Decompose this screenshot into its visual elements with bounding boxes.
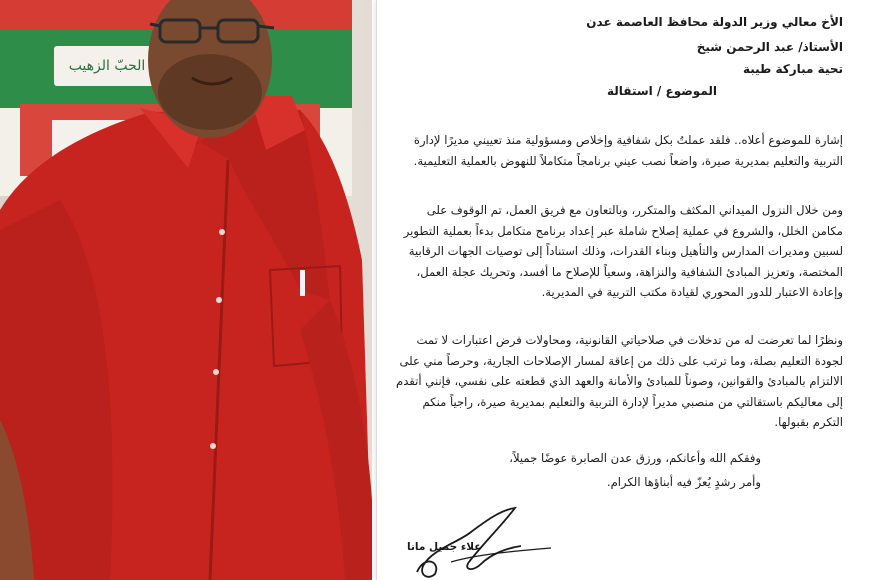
- paragraph-2: ومن خلال النزول الميداني المكثف والمتكرر، وبالتعاون مع فريق العمل، تم الوقوف على مكامن الخلل، والشروع في عملية إصلاح شاملة عبر إعداد برنامج متكامل بدءاً بعملية التطوير لسبين ومديرات المدارس والتأهيل وبناء القدرات، وذلك استناداً إلى توصيات الجهات الرقابية المختصة، وتعزيز المبادئ الشفافية والنزاهة، وسعياً للإصلاح ما أفسد، وتحريك عجلة العمل، وإعادة الاعتبار للدور المحوري لقيادة مكتب التربية في المديرية.: [403, 203, 843, 299]
- letter-subject: الموضوع / استقالة: [607, 84, 717, 98]
- resignation-letter: [376, 0, 870, 580]
- man-in-red-shirt: [0, 0, 372, 580]
- signatory-name: علاء جميل مانا: [407, 541, 482, 553]
- portrait-photo: [0, 0, 372, 580]
- recipient-line-1: الأخ معالي وزير الدولة محافظ العاصمة عدن: [586, 15, 843, 29]
- paragraph-1: إشارة للموضوع أعلاه.. فلقد عملتُ بكل شفافية وإخلاص ومسؤولية منذ تعييني مديرًا لإدارة التربية والتعليم بمديرية صيرة، واضعاً نصب عيني برنامجاً متكاملاً للنهوض بالعملية التعليمية.: [413, 133, 843, 168]
- recipient-line-2: الأستاذ/ عبد الرحمن شيخ: [696, 40, 843, 54]
- closing-line-1: وفقكم الله وأعانكم، ورزق عدن الصابرة عوضًا جميلاً،: [509, 451, 761, 465]
- poster-label: الحبّ الزهيب: [54, 46, 160, 86]
- paragraph-3: ونظرًا لما تعرضت له من تدخلات في صلاحياتي القانونية، ومحاولات فرض اعتبارات لا تمت لجودة التعليم بصلة، وما ترتب على ذلك من إعاقة لمسار الإصلاحات الجارية، وحرصاً مني على الالتزام بالمبادئ والقوانين، وصوناً للمبادئ والأمانة والعهد الذي قطعته على نفسي، فإنني أتقدم إلى معاليكم باستقالتي من منصبي مديراً لإدارة التربية والتعليم بمديرية صيرة، راجياً منكم التكرم بقبولها.: [396, 333, 843, 429]
- closing-line-2: وأمر رشدٍ يُعزّ فيه أبناؤها الكرام.: [606, 475, 761, 489]
- greeting: تحية مباركة طيبة: [742, 62, 843, 76]
